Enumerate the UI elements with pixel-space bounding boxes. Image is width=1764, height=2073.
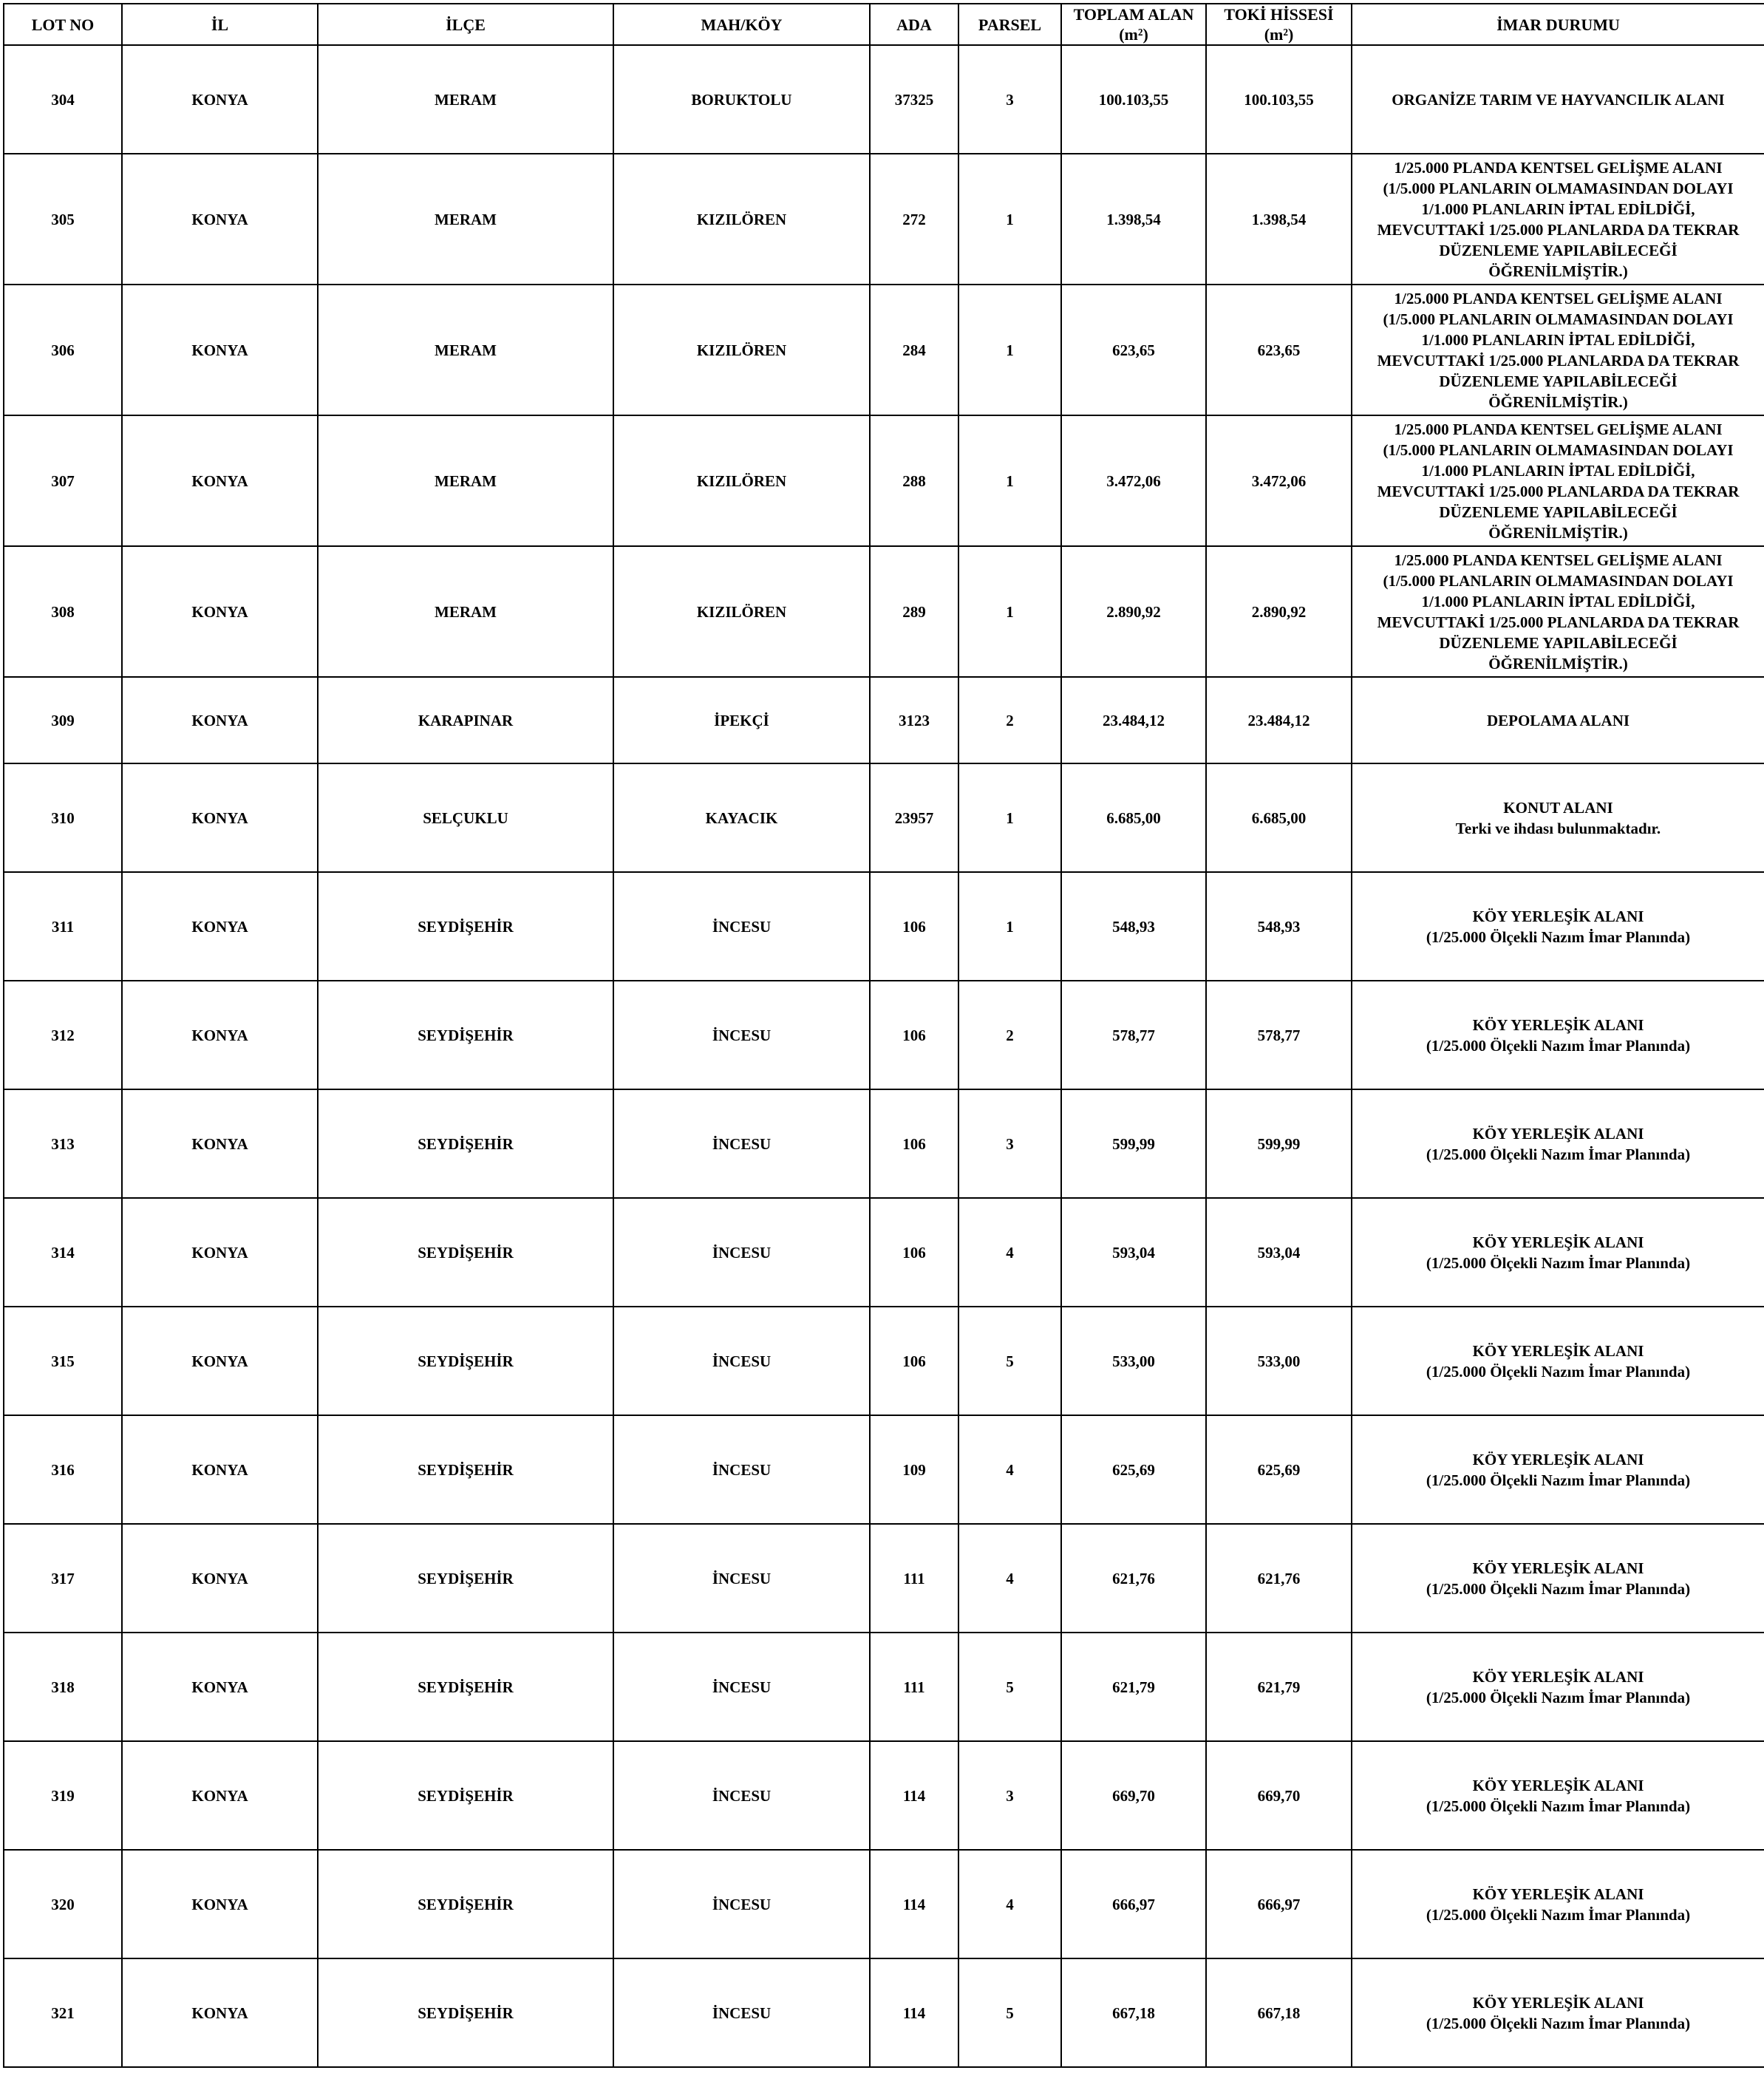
cell-mah-koy: İNCESU bbox=[613, 872, 870, 981]
header-toplam-alan-unit: (m²) bbox=[1119, 25, 1148, 44]
imar-line: (1/5.000 PLANLARIN OLMAMASINDAN DOLAYI bbox=[1383, 179, 1734, 197]
cell-il: KONYA bbox=[122, 154, 318, 285]
table-row bbox=[4, 1850, 1764, 1958]
imar-line: MEVCUTTAKİ 1/25.000 PLANLARDA DA TEKRAR bbox=[1377, 220, 1740, 239]
cell-lot-no: 315 bbox=[4, 1307, 122, 1415]
cell-mah-koy: KAYACIK bbox=[613, 763, 870, 872]
cell-toplam-alan: 621,76 bbox=[1061, 1524, 1206, 1633]
header-toplam-alan-label: TOPLAM ALAN bbox=[1073, 5, 1194, 24]
imar-line: (1/25.000 Ölçekli Nazım İmar Planında) bbox=[1426, 1036, 1691, 1055]
imar-line: (1/25.000 Ölçekli Nazım İmar Planında) bbox=[1426, 1145, 1691, 1163]
header-imar-durumu: İMAR DURUMU bbox=[1352, 4, 1764, 45]
cell-toki-hissesi: 548,93 bbox=[1206, 872, 1352, 981]
cell-toplam-alan: 667,18 bbox=[1061, 1958, 1206, 2067]
cell-ilce: MERAM bbox=[318, 415, 613, 546]
cell-il: KONYA bbox=[122, 546, 318, 677]
cell-toki-hissesi: 621,79 bbox=[1206, 1633, 1352, 1741]
cell-ada: 111 bbox=[870, 1524, 958, 1633]
imar-line: (1/5.000 PLANLARIN OLMAMASINDAN DOLAYI bbox=[1383, 310, 1734, 328]
imar-line: KÖY YERLEŞİK ALANI bbox=[1472, 1450, 1644, 1468]
cell-il: KONYA bbox=[122, 45, 318, 154]
header-toki-hissesi bbox=[1206, 4, 1352, 45]
cell-ilce: MERAM bbox=[318, 45, 613, 154]
imar-line: KÖY YERLEŞİK ALANI bbox=[1472, 1341, 1644, 1360]
header-il: İL bbox=[122, 4, 318, 45]
header-toki-hissesi-label: TOKİ HİSSESİ bbox=[1224, 5, 1334, 24]
cell-toki-hissesi: 666,97 bbox=[1206, 1850, 1352, 1958]
cell-mah-koy: İNCESU bbox=[613, 1307, 870, 1415]
cell-mah-koy: KIZILÖREN bbox=[613, 285, 870, 415]
cell-mah-koy: BORUKTOLU bbox=[613, 45, 870, 154]
cell-toki-hissesi: 1.398,54 bbox=[1206, 154, 1352, 285]
imar-line: (1/25.000 Ölçekli Nazım İmar Planında) bbox=[1426, 1253, 1691, 1272]
imar-line: KÖY YERLEŞİK ALANI bbox=[1472, 1559, 1644, 1577]
cell-ilce: SEYDİŞEHİR bbox=[318, 872, 613, 981]
cell-il: KONYA bbox=[122, 415, 318, 546]
cell-imar-durumu bbox=[1352, 285, 1764, 415]
imar-line: MEVCUTTAKİ 1/25.000 PLANLARDA DA TEKRAR bbox=[1377, 482, 1740, 500]
imar-line: (1/25.000 Ölçekli Nazım İmar Planında) bbox=[1426, 1471, 1691, 1489]
cell-lot-no: 316 bbox=[4, 1415, 122, 1524]
cell-parsel: 1 bbox=[958, 546, 1061, 677]
cell-parsel: 1 bbox=[958, 763, 1061, 872]
cell-imar-durumu bbox=[1352, 1958, 1764, 2067]
cell-toki-hissesi: 3.472,06 bbox=[1206, 415, 1352, 546]
cell-imar-durumu bbox=[1352, 1850, 1764, 1958]
imar-line: DÜZENLEME YAPILABİLECEĞİ bbox=[1439, 503, 1678, 521]
cell-toplam-alan: 621,79 bbox=[1061, 1633, 1206, 1741]
cell-il: KONYA bbox=[122, 1850, 318, 1958]
cell-ilce: SEYDİŞEHİR bbox=[318, 1089, 613, 1198]
cell-ilce: MERAM bbox=[318, 546, 613, 677]
table-row bbox=[4, 1198, 1764, 1307]
cell-toki-hissesi: 667,18 bbox=[1206, 1958, 1352, 2067]
imar-line: MEVCUTTAKİ 1/25.000 PLANLARDA DA TEKRAR bbox=[1377, 613, 1740, 631]
table-row bbox=[4, 415, 1764, 546]
imar-line: Terki ve ihdası bulunmaktadır. bbox=[1455, 819, 1661, 837]
cell-toplam-alan: 593,04 bbox=[1061, 1198, 1206, 1307]
cell-lot-no: 311 bbox=[4, 872, 122, 981]
cell-parsel: 3 bbox=[958, 1741, 1061, 1850]
cell-lot-no: 307 bbox=[4, 415, 122, 546]
cell-imar-durumu bbox=[1352, 763, 1764, 872]
cell-mah-koy: İNCESU bbox=[613, 1415, 870, 1524]
table-body bbox=[4, 45, 1764, 2067]
cell-imar-durumu bbox=[1352, 154, 1764, 285]
cell-toki-hissesi: 625,69 bbox=[1206, 1415, 1352, 1524]
cell-lot-no: 309 bbox=[4, 677, 122, 763]
table-row bbox=[4, 872, 1764, 981]
cell-toki-hissesi: 23.484,12 bbox=[1206, 677, 1352, 763]
cell-ada: 272 bbox=[870, 154, 958, 285]
table-header bbox=[4, 4, 1764, 45]
cell-imar-durumu bbox=[1352, 1089, 1764, 1198]
imar-line: ÖĞRENİLMİŞTİR.) bbox=[1488, 654, 1628, 673]
cell-ada: 114 bbox=[870, 1958, 958, 2067]
imar-line: 1/25.000 PLANDA KENTSEL GELİŞME ALANI bbox=[1394, 551, 1723, 569]
cell-toplam-alan: 548,93 bbox=[1061, 872, 1206, 981]
cell-ada: 114 bbox=[870, 1741, 958, 1850]
imar-line: KÖY YERLEŞİK ALANI bbox=[1472, 1124, 1644, 1143]
cell-ada: 109 bbox=[870, 1415, 958, 1524]
imar-line: (1/25.000 Ölçekli Nazım İmar Planında) bbox=[1426, 1579, 1691, 1598]
table-row bbox=[4, 546, 1764, 677]
table-row bbox=[4, 677, 1764, 763]
cell-ilce: SEYDİŞEHİR bbox=[318, 1741, 613, 1850]
imar-line: 1/1.000 PLANLARIN İPTAL EDİLDİĞİ, bbox=[1421, 200, 1695, 218]
cell-parsel: 1 bbox=[958, 154, 1061, 285]
cell-lot-no: 313 bbox=[4, 1089, 122, 1198]
cell-toki-hissesi: 621,76 bbox=[1206, 1524, 1352, 1633]
cell-toki-hissesi: 623,65 bbox=[1206, 285, 1352, 415]
cell-ilce: SEYDİŞEHİR bbox=[318, 1198, 613, 1307]
cell-toplam-alan: 533,00 bbox=[1061, 1307, 1206, 1415]
table-row bbox=[4, 763, 1764, 872]
cell-il: KONYA bbox=[122, 981, 318, 1089]
cell-ilce: SEYDİŞEHİR bbox=[318, 1415, 613, 1524]
cell-ilce: SEYDİŞEHİR bbox=[318, 981, 613, 1089]
table-row bbox=[4, 1524, 1764, 1633]
cell-imar-durumu bbox=[1352, 1415, 1764, 1524]
cell-toki-hissesi: 533,00 bbox=[1206, 1307, 1352, 1415]
cell-ilce: MERAM bbox=[318, 154, 613, 285]
cell-mah-koy: İNCESU bbox=[613, 1741, 870, 1850]
cell-toplam-alan: 100.103,55 bbox=[1061, 45, 1206, 154]
imar-line: DEPOLAMA ALANI bbox=[1486, 711, 1630, 729]
cell-il: KONYA bbox=[122, 1633, 318, 1741]
imar-line: KÖY YERLEŞİK ALANI bbox=[1472, 1885, 1644, 1903]
cell-il: KONYA bbox=[122, 1198, 318, 1307]
cell-toplam-alan: 3.472,06 bbox=[1061, 415, 1206, 546]
table-row bbox=[4, 1089, 1764, 1198]
cell-ilce: SEYDİŞEHİR bbox=[318, 1307, 613, 1415]
imar-line: ÖĞRENİLMİŞTİR.) bbox=[1488, 523, 1628, 542]
cell-imar-durumu bbox=[1352, 872, 1764, 981]
cell-il: KONYA bbox=[122, 763, 318, 872]
imar-line: 1/1.000 PLANLARIN İPTAL EDİLDİĞİ, bbox=[1421, 592, 1695, 610]
cell-ada: 288 bbox=[870, 415, 958, 546]
cell-ilce: MERAM bbox=[318, 285, 613, 415]
cell-lot-no: 319 bbox=[4, 1741, 122, 1850]
cell-il: KONYA bbox=[122, 1415, 318, 1524]
cell-imar-durumu bbox=[1352, 1198, 1764, 1307]
cell-il: KONYA bbox=[122, 1958, 318, 2067]
cell-parsel: 1 bbox=[958, 415, 1061, 546]
imar-line: (1/25.000 Ölçekli Nazım İmar Planında) bbox=[1426, 1688, 1691, 1706]
imar-line: KÖY YERLEŞİK ALANI bbox=[1472, 1776, 1644, 1794]
cell-mah-koy: KIZILÖREN bbox=[613, 546, 870, 677]
table-row bbox=[4, 285, 1764, 415]
header-mah-koy: MAH/KÖY bbox=[613, 4, 870, 45]
imar-line: KONUT ALANI bbox=[1503, 798, 1613, 817]
cell-toplam-alan: 669,70 bbox=[1061, 1741, 1206, 1850]
cell-toki-hissesi: 599,99 bbox=[1206, 1089, 1352, 1198]
cell-toki-hissesi: 593,04 bbox=[1206, 1198, 1352, 1307]
imar-line: KÖY YERLEŞİK ALANI bbox=[1472, 1015, 1644, 1034]
cell-lot-no: 310 bbox=[4, 763, 122, 872]
cell-mah-koy: KIZILÖREN bbox=[613, 154, 870, 285]
cell-parsel: 3 bbox=[958, 1089, 1061, 1198]
table-row bbox=[4, 981, 1764, 1089]
cell-toki-hissesi: 6.685,00 bbox=[1206, 763, 1352, 872]
cell-parsel: 5 bbox=[958, 1307, 1061, 1415]
cell-mah-koy: KIZILÖREN bbox=[613, 415, 870, 546]
cell-lot-no: 312 bbox=[4, 981, 122, 1089]
cell-ilce: SEYDİŞEHİR bbox=[318, 1958, 613, 2067]
imar-line: KÖY YERLEŞİK ALANI bbox=[1472, 907, 1644, 925]
table-row bbox=[4, 1958, 1764, 2067]
cell-mah-koy: İNCESU bbox=[613, 1198, 870, 1307]
cell-parsel: 5 bbox=[958, 1958, 1061, 2067]
table-row bbox=[4, 1415, 1764, 1524]
cell-il: KONYA bbox=[122, 677, 318, 763]
cell-ilce: SEYDİŞEHİR bbox=[318, 1524, 613, 1633]
cell-lot-no: 314 bbox=[4, 1198, 122, 1307]
imar-line: (1/5.000 PLANLARIN OLMAMASINDAN DOLAYI bbox=[1383, 440, 1734, 459]
cell-ada: 114 bbox=[870, 1850, 958, 1958]
imar-line: KÖY YERLEŞİK ALANI bbox=[1472, 1993, 1644, 2012]
imar-line: ORGANİZE TARIM VE HAYVANCILIK ALANI bbox=[1392, 90, 1725, 109]
cell-ada: 23957 bbox=[870, 763, 958, 872]
table-row bbox=[4, 1633, 1764, 1741]
cell-il: KONYA bbox=[122, 1307, 318, 1415]
cell-toplam-alan: 578,77 bbox=[1061, 981, 1206, 1089]
cell-ada: 106 bbox=[870, 872, 958, 981]
cell-toki-hissesi: 669,70 bbox=[1206, 1741, 1352, 1850]
lot-table bbox=[3, 3, 1764, 2068]
cell-imar-durumu bbox=[1352, 1307, 1764, 1415]
imar-line: (1/25.000 Ölçekli Nazım İmar Planında) bbox=[1426, 927, 1691, 946]
cell-toplam-alan: 623,65 bbox=[1061, 285, 1206, 415]
cell-parsel: 4 bbox=[958, 1850, 1061, 1958]
cell-imar-durumu bbox=[1352, 45, 1764, 154]
cell-lot-no: 321 bbox=[4, 1958, 122, 2067]
cell-mah-koy: İPEKÇİ bbox=[613, 677, 870, 763]
imar-line: 1/25.000 PLANDA KENTSEL GELİŞME ALANI bbox=[1394, 420, 1723, 438]
imar-line: (1/5.000 PLANLARIN OLMAMASINDAN DOLAYI bbox=[1383, 571, 1734, 590]
header-ilce: İLÇE bbox=[318, 4, 613, 45]
cell-parsel: 4 bbox=[958, 1198, 1061, 1307]
cell-lot-no: 304 bbox=[4, 45, 122, 154]
cell-toplam-alan: 2.890,92 bbox=[1061, 546, 1206, 677]
cell-toki-hissesi: 2.890,92 bbox=[1206, 546, 1352, 677]
cell-il: KONYA bbox=[122, 1524, 318, 1633]
cell-mah-koy: İNCESU bbox=[613, 1850, 870, 1958]
imar-line: (1/25.000 Ölçekli Nazım İmar Planında) bbox=[1426, 1905, 1691, 1924]
cell-mah-koy: İNCESU bbox=[613, 981, 870, 1089]
cell-imar-durumu bbox=[1352, 415, 1764, 546]
table-row bbox=[4, 1741, 1764, 1850]
cell-il: KONYA bbox=[122, 1741, 318, 1850]
imar-line: (1/25.000 Ölçekli Nazım İmar Planında) bbox=[1426, 1362, 1691, 1381]
cell-ada: 106 bbox=[870, 1089, 958, 1198]
cell-imar-durumu bbox=[1352, 1524, 1764, 1633]
cell-toplam-alan: 599,99 bbox=[1061, 1089, 1206, 1198]
cell-toplam-alan: 6.685,00 bbox=[1061, 763, 1206, 872]
cell-parsel: 5 bbox=[958, 1633, 1061, 1741]
cell-mah-koy: İNCESU bbox=[613, 1633, 870, 1741]
cell-lot-no: 306 bbox=[4, 285, 122, 415]
cell-lot-no: 308 bbox=[4, 546, 122, 677]
cell-imar-durumu bbox=[1352, 677, 1764, 763]
cell-lot-no: 318 bbox=[4, 1633, 122, 1741]
cell-lot-no: 305 bbox=[4, 154, 122, 285]
header-toplam-alan bbox=[1061, 4, 1206, 45]
cell-mah-koy: İNCESU bbox=[613, 1524, 870, 1633]
imar-line: 1/25.000 PLANDA KENTSEL GELİŞME ALANI bbox=[1394, 289, 1723, 307]
cell-ada: 3123 bbox=[870, 677, 958, 763]
cell-parsel: 4 bbox=[958, 1524, 1061, 1633]
cell-parsel: 2 bbox=[958, 981, 1061, 1089]
cell-toplam-alan: 666,97 bbox=[1061, 1850, 1206, 1958]
cell-toki-hissesi: 578,77 bbox=[1206, 981, 1352, 1089]
cell-ada: 111 bbox=[870, 1633, 958, 1741]
cell-ada: 289 bbox=[870, 546, 958, 677]
imar-line: 1/1.000 PLANLARIN İPTAL EDİLDİĞİ, bbox=[1421, 330, 1695, 349]
cell-imar-durumu bbox=[1352, 1633, 1764, 1741]
imar-line: KÖY YERLEŞİK ALANI bbox=[1472, 1667, 1644, 1686]
imar-line: DÜZENLEME YAPILABİLECEĞİ bbox=[1439, 372, 1678, 390]
cell-imar-durumu bbox=[1352, 546, 1764, 677]
imar-line: (1/25.000 Ölçekli Nazım İmar Planında) bbox=[1426, 2014, 1691, 2032]
header-lot-no: LOT NO bbox=[4, 4, 122, 45]
cell-ilce: SELÇUKLU bbox=[318, 763, 613, 872]
header-toki-hissesi-unit: (m²) bbox=[1264, 25, 1294, 44]
cell-ada: 284 bbox=[870, 285, 958, 415]
imar-line: KÖY YERLEŞİK ALANI bbox=[1472, 1233, 1644, 1251]
header-ada: ADA bbox=[870, 4, 958, 45]
cell-ada: 106 bbox=[870, 981, 958, 1089]
cell-il: KONYA bbox=[122, 872, 318, 981]
imar-line: (1/25.000 Ölçekli Nazım İmar Planında) bbox=[1426, 1797, 1691, 1815]
table-row bbox=[4, 1307, 1764, 1415]
cell-ada: 106 bbox=[870, 1307, 958, 1415]
imar-line: 1/1.000 PLANLARIN İPTAL EDİLDİĞİ, bbox=[1421, 461, 1695, 480]
imar-line: 1/25.000 PLANDA KENTSEL GELİŞME ALANI bbox=[1394, 158, 1723, 177]
cell-toplam-alan: 1.398,54 bbox=[1061, 154, 1206, 285]
cell-parsel: 1 bbox=[958, 872, 1061, 981]
imar-line: MEVCUTTAKİ 1/25.000 PLANLARDA DA TEKRAR bbox=[1377, 351, 1740, 370]
cell-ilce: SEYDİŞEHİR bbox=[318, 1850, 613, 1958]
cell-parsel: 4 bbox=[958, 1415, 1061, 1524]
imar-line: DÜZENLEME YAPILABİLECEĞİ bbox=[1439, 241, 1678, 259]
table-row bbox=[4, 154, 1764, 285]
cell-parsel: 1 bbox=[958, 285, 1061, 415]
cell-toplam-alan: 23.484,12 bbox=[1061, 677, 1206, 763]
cell-ada: 106 bbox=[870, 1198, 958, 1307]
table-row bbox=[4, 45, 1764, 154]
cell-il: KONYA bbox=[122, 285, 318, 415]
cell-parsel: 2 bbox=[958, 677, 1061, 763]
header-parsel: PARSEL bbox=[958, 4, 1061, 45]
cell-ilce: KARAPINAR bbox=[318, 677, 613, 763]
cell-mah-koy: İNCESU bbox=[613, 1958, 870, 2067]
cell-imar-durumu bbox=[1352, 981, 1764, 1089]
cell-toplam-alan: 625,69 bbox=[1061, 1415, 1206, 1524]
cell-parsel: 3 bbox=[958, 45, 1061, 154]
cell-lot-no: 320 bbox=[4, 1850, 122, 1958]
cell-imar-durumu bbox=[1352, 1741, 1764, 1850]
imar-line: DÜZENLEME YAPILABİLECEĞİ bbox=[1439, 633, 1678, 652]
cell-lot-no: 317 bbox=[4, 1524, 122, 1633]
cell-ada: 37325 bbox=[870, 45, 958, 154]
imar-line: ÖĞRENİLMİŞTİR.) bbox=[1488, 392, 1628, 411]
imar-line: ÖĞRENİLMİŞTİR.) bbox=[1488, 262, 1628, 280]
cell-mah-koy: İNCESU bbox=[613, 1089, 870, 1198]
cell-ilce: SEYDİŞEHİR bbox=[318, 1633, 613, 1741]
cell-il: KONYA bbox=[122, 1089, 318, 1198]
cell-toki-hissesi: 100.103,55 bbox=[1206, 45, 1352, 154]
